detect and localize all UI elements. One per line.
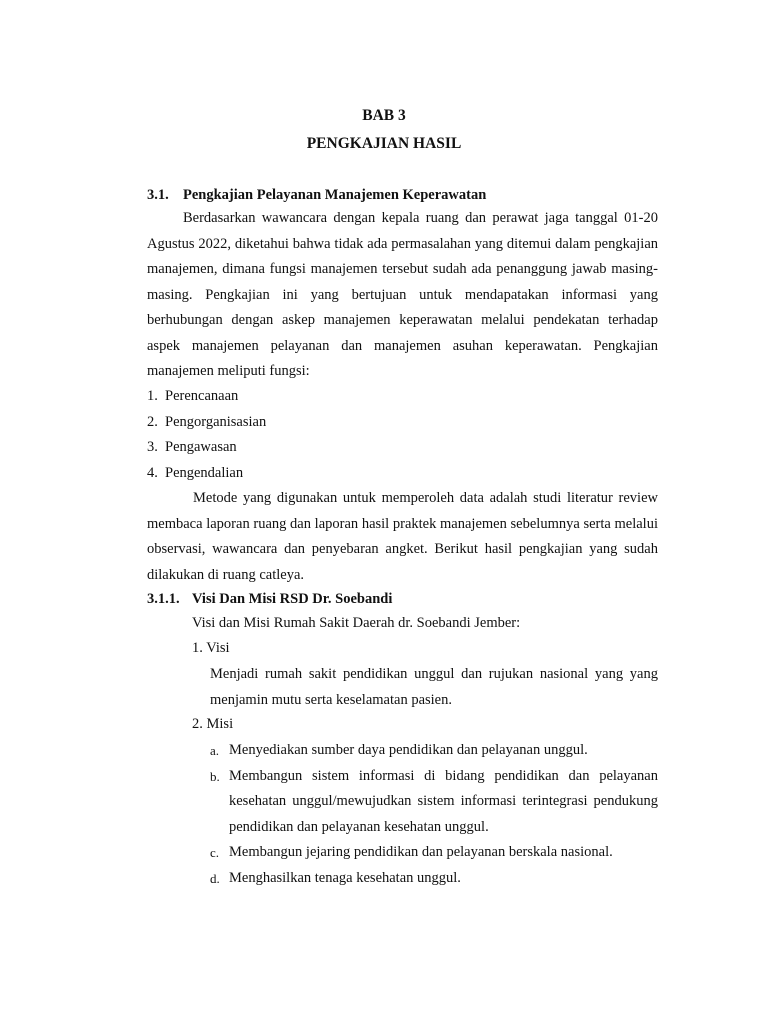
chapter-label: BAB 3 [362, 107, 406, 124]
section-paragraph-1 [147, 206, 658, 385]
chapter-title: PENGKAJIAN HASIL [306, 135, 462, 152]
section-number: 3.1. [147, 187, 169, 203]
paragraph-1-text: Berdasarkan wawancara dengan kepala ruang dan perawat jaga tanggal 01-20 Agustus 2022, diketahui bahwa tidak ada permasalahan yang ditemui dalam pengkajian manajemen, dimana fungsi manajemen tersebut sudah ada penanggung jawab masing-masing. Pengkajian ini yang bertujuan untuk mendapatakan informasi yang berhubungan dengan askep manajemen keperawatan melalui pendekatan terhadap aspek manajemen pelayanan dan manajemen asuhan keperawatan. Pengkajian manajemen meliputi fungsi: [147, 210, 658, 379]
section-heading [147, 187, 667, 204]
list-item: d. Menghasilkan tenaga kesehatan unggul. [210, 869, 461, 886]
subsection-heading [147, 588, 667, 610]
list-item: 1. Perencanaan [147, 388, 239, 404]
list-item: b. Membangun sistem informasi di bidang pendidikan dan pelayanan kesehatan unggul/mewujudkan sistem informasi terintegrasi pendukung pendidikan dan pelayanan kesehatan unggul. [210, 767, 658, 835]
paragraph-2-text: Metode yang digunakan untuk memperoleh data adalah studi literatur review membaca laporan ruang dan laporan hasil praktek manajemen sebelumnya serta melalui observasi, wawancara dan penyebaran angket. Berikut hasil pengkajian yang sudah dilakukan di ruang catleya. [147, 490, 658, 583]
subsection-intro: Visi dan Misi Rumah Sakit Daerah dr. Soebandi Jember: [192, 615, 521, 631]
list-item: a. Menyediakan sumber daya pendidikan dan pelayanan unggul. [210, 742, 588, 758]
section-title: Pengkajian Pelayanan Manajemen Keperawatan [183, 187, 487, 203]
list-item: 3. Pengawasan [147, 439, 237, 455]
list-item: 2. Pengorganisasian [147, 413, 267, 430]
list-item: c. Membangun jejaring pendidikan dan pelayanan berskala nasional. [210, 844, 613, 860]
chapter-heading [0, 103, 768, 159]
misi-label: 2. Misi [192, 716, 234, 732]
function-list [147, 384, 658, 486]
subsection-title: Visi Dan Misi RSD Dr. Soebandi [192, 591, 393, 607]
section-paragraph-2 [147, 486, 658, 588]
list-item: 4. Pengendalian [147, 464, 244, 481]
visi-label: 1. Visi [192, 640, 230, 656]
visi-text: Menjadi rumah sakit pendidikan unggul dan rujukan nasional yang yang menjamin mutu serta keselamatan pasien. [210, 666, 658, 708]
subsection-number: 3.1.1. [147, 591, 180, 607]
misi-list [210, 738, 658, 891]
